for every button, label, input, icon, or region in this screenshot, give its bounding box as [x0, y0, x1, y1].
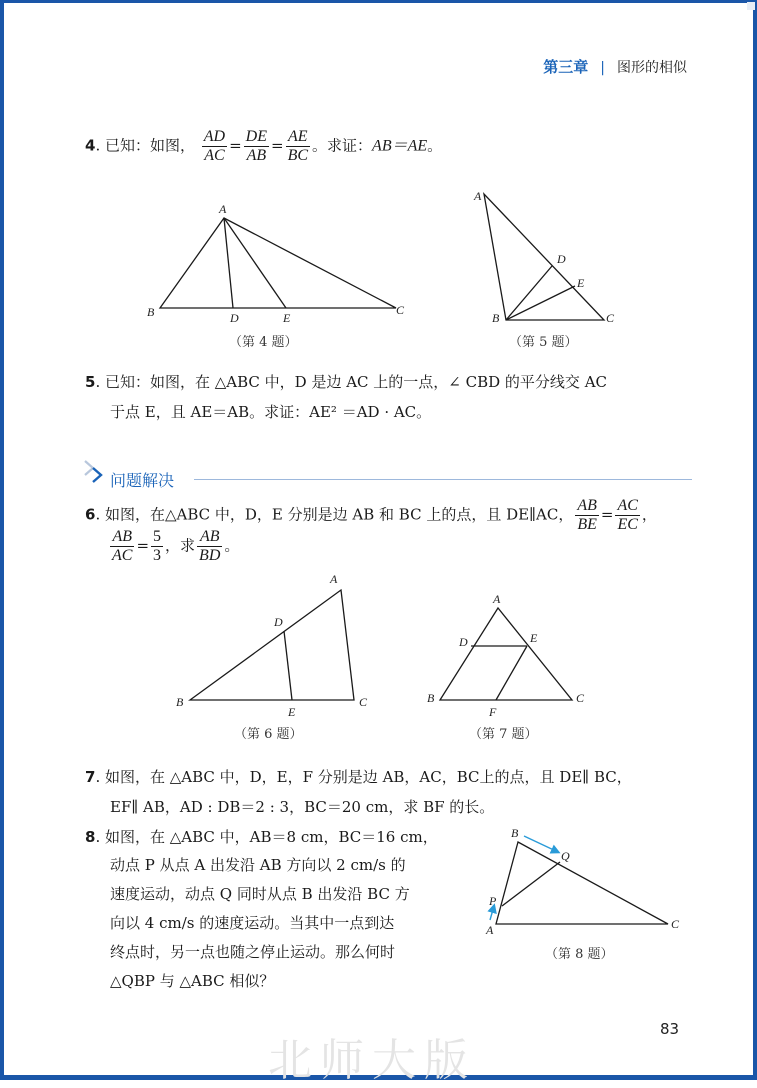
chapter-header [543, 56, 687, 77]
figure-4 [140, 198, 420, 328]
header-separator: | [600, 60, 605, 76]
problem-5-number: 5 [85, 373, 96, 391]
figure-7 [424, 590, 594, 718]
fig4-triangle [160, 218, 396, 308]
watermark: 北师大版 [268, 1035, 476, 1086]
chapter-label: 第三章 [543, 58, 589, 76]
fig7-label-b: B [427, 691, 435, 705]
problem-6-line-1: 6. 如图，在△ABC 中，D，E 分别是边 AB 和 BC 上的点，且 DE∥AC， $\frac{AB}{BE}$ = $\frac{AC}{EC}$ ， [85, 497, 657, 533]
problem-7-line-1: 7. 如图，在 △ABC 中，D，E，F 分别是边 AB，AC，BC上的点，且 DE∥ BC， [85, 768, 632, 786]
problem-8-number: 8 [85, 828, 96, 846]
chapter-title: 图形的相似 [617, 60, 687, 76]
section-title: 问题解决 [110, 471, 175, 490]
fig5-label-d: D [557, 252, 566, 266]
fraction-ab-bd: $\frac{AB}{BD}$ [199, 528, 221, 564]
fig7-segment-ef [496, 646, 527, 700]
fig6-label-b: B [176, 695, 184, 709]
fig6-label-d: D [274, 615, 283, 629]
problem-7-number: 7 [85, 768, 96, 786]
fig4-caption: （第 4 题） [229, 335, 298, 350]
fig6-label-a: A [330, 572, 338, 586]
corner-mark [747, 2, 755, 10]
problem-8-line-5: 终点时，另一点也随之停止运动。那么何时 [110, 943, 396, 961]
problem-6-line-2: $\frac{AB}{AC}$ = $\frac{5}{3}$ ，求 $\frac{AB}{BD}$ 。 [112, 528, 240, 564]
fig7-label-a: A [493, 592, 501, 606]
problem-8-line-6: △QBP 与 △ABC 相似？ [110, 972, 275, 990]
fig5-caption: （第 5 题） [509, 335, 578, 350]
chevron-right-icon [82, 458, 112, 488]
fig8-caption: （第 8 题） [545, 947, 614, 962]
section-rule [194, 479, 692, 480]
problem-7-line-2: EF∥ AB，AD : DB＝2 : 3，BC＝20 cm，求 BF 的长。 [110, 798, 495, 816]
fig6-triangle [190, 590, 354, 700]
fig8-label-a: A [486, 923, 494, 937]
fig5-label-b: B [492, 311, 500, 325]
fig8-arrow-bq [524, 836, 558, 852]
fig7-label-d: D [459, 635, 468, 649]
problem-5-line-1: 5. 已知：如图，在 △ABC 中，D 是边 AC 上的一点，∠ CBD 的平分线交 AC [85, 373, 608, 391]
problem-8-line-4: 向以 4 cm/s 的速度运动。当其中一点到达 [110, 914, 395, 932]
fig8-label-p: P [489, 894, 497, 908]
fig8-label-b: B [511, 826, 519, 840]
fig7-caption: （第 7 题） [469, 727, 538, 742]
figure-5 [468, 186, 618, 328]
fig4-label-e: E [283, 311, 291, 325]
fraction-5-3: $\frac{5}{3}$ [153, 528, 162, 564]
fig7-label-e: E [530, 631, 538, 645]
fraction-ae-bc: $\frac{AE}{BC}$ [287, 128, 309, 164]
fig8-label-c: C [671, 917, 680, 931]
fig7-label-f: F [489, 705, 497, 718]
problem-5-line-2: 于点 E，且 AE＝AB。求证：AE² ＝AD · AC。 [110, 403, 432, 421]
problem-8-line-2: 动点 P 从点 A 出发沿 AB 方向以 2 cm/s 的 [110, 856, 406, 874]
problem-6-number: 6 [85, 505, 96, 524]
fraction-ab-be: $\frac{AB}{BE}$ [577, 497, 597, 533]
fig4-segment-ae [224, 218, 286, 308]
fig8-arrow-ap [490, 906, 494, 920]
fig4-label-a: A [219, 202, 227, 216]
page-number: 83 [660, 1020, 680, 1038]
fig7-triangle [440, 608, 572, 700]
problem-4: 4. 已知：如图， $\frac{AD}{AC}$ = $\frac{DE}{AB}$ = $\frac{AE}{BC}$ 。求证：AB＝AE。 [85, 128, 443, 164]
fig5-label-a: A [474, 189, 482, 203]
fig5-segment-bd [506, 266, 552, 320]
problem-8-line-3: 速度运动，动点 Q 同时从点 B 出发沿 BC 方 [110, 885, 410, 903]
problem-4-number: 4 [85, 136, 96, 155]
section-heading [82, 458, 692, 488]
fig4-label-c: C [396, 303, 405, 317]
fig6-label-c: C [359, 695, 368, 709]
fig6-label-e: E [288, 705, 296, 718]
fraction-ad-ac: $\frac{AD}{AC}$ [203, 128, 226, 164]
fig4-label-d: D [230, 311, 239, 325]
fig4-segment-ad [224, 218, 233, 308]
fig5-segment-be [506, 286, 575, 320]
problem-8-line-1: 8. 如图，在 △ABC 中，AB＝8 cm，BC＝16 cm， [85, 828, 438, 846]
figure-8 [478, 822, 688, 940]
fig5-label-c: C [606, 311, 615, 325]
fig7-label-c: C [576, 691, 585, 705]
problem-4-claim: AB＝AE [372, 137, 428, 155]
fig4-label-b: B [147, 305, 155, 319]
fraction-de-ab: $\frac{DE}{AB}$ [245, 128, 267, 164]
fig8-triangle [496, 842, 668, 924]
fig5-label-e: E [577, 276, 585, 290]
fraction-ab-ac: $\frac{AB}{AC}$ [112, 528, 133, 564]
fig6-caption: （第 6 题） [234, 727, 303, 742]
fig8-label-q: Q [561, 849, 570, 863]
fig6-segment-de [284, 631, 292, 700]
problem-4-intro: . 已知：如图， [95, 136, 195, 155]
figure-6 [170, 570, 380, 718]
fraction-ac-ec: $\frac{AC}{EC}$ [617, 497, 638, 533]
